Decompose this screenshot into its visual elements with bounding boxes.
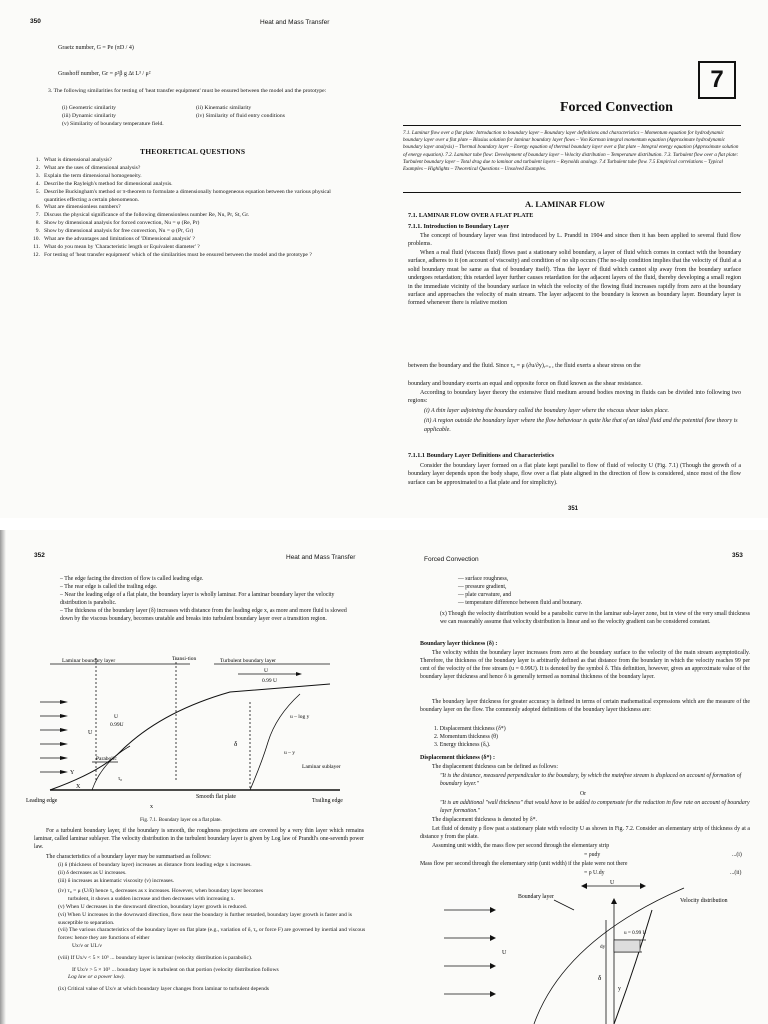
question-text: What are the uses of dimensional analysis? [44,164,141,171]
characteristic-item: (ix) Critical value of Ux/ν at which boundary layer changes from laminar to turbulent depends [58,986,269,993]
fig-label-turbulent: Turbulent boundary layer [220,658,277,664]
similarity-list-right [196,105,346,121]
regions-list [424,407,741,434]
factor-item: — pressure gradient, [458,584,507,590]
factor-item: — temperature difference between fluid and bounary. [458,600,583,606]
question-number: 8. [35,220,40,227]
fig2-label-dy: dy [600,944,606,950]
displacement-no-plate: Mass flow per second through the elementary strip (unit width) if the plate were not there [420,861,628,867]
region-item: (ii) A region outside the boundary layer where the flow behaviour is quite like that of an ideal fluid and the potential flow theory is applicable. [424,418,738,433]
section-a-heading: A. LAMINAR FLOW [525,199,606,209]
fig2-label-u099: u = 0.99 U [624,930,647,936]
fig-label-u099: 0.99 U [262,678,277,684]
similarity-item: (iv) Similarity of fluid entry conditions [196,112,285,119]
question-number: 4. [35,180,40,187]
chapter-number-box: 7 [698,61,736,99]
figure-caption: Fig. 7.1. Boundary layer on a flat plate. [140,817,222,823]
characteristic-item: (i) δ (thickness of boundary layer) increases as distance from leading edge x increases. [58,862,252,868]
chapter-title: Forced Convection [560,100,673,115]
fig2-label-u: U [610,880,615,886]
characteristics-list [58,862,368,994]
question-text: Explain the term dimensional homogeneity. [44,172,142,179]
question-text: What are dimensionless numbers? [44,204,121,211]
displacement-symbol: The displacement thickness is denoted by δ*. [432,817,537,823]
graetz-formula: Graetz number, G = Pe (πD / 4) [58,45,134,51]
fig2-label-delta: δ [598,974,602,982]
page-separator [0,518,768,530]
question-text: What do you mean by 'Characteristic length or Equivalent diameter' ? [44,243,200,250]
displacement-figure [384,880,768,1024]
boundary-layer-figure [0,652,384,814]
binding-shadow [0,530,6,1024]
fig-label-trailing-edge: Trailing edge [312,798,343,804]
question-text: What is dimensional analysis? [44,157,112,163]
factor-item: — plate curvature, and [458,592,512,598]
definition-item: 2. Momentum thickness (θ) [434,734,498,740]
characteristic-item: (v) When U decreases in the downward direction, boundary layer growth is reduced. [58,903,248,910]
equation-1: = ρudy [584,852,601,858]
characteristic-item: (viii) If Ux/ν < 5 × 10⁵ ... boundary layer is laminar (velocity distribution is parabolic). [58,954,253,961]
characteristic-item: (ii) δ decreases as U increases. [58,869,127,876]
bullet-item: – The rear edge is called the trailing edge. [60,584,158,590]
fig-label-x-small: x [150,804,153,810]
grashoff-formula: Grashoff number, Gr = ρ²β g Δt L³ / μ² [58,71,151,77]
displacement-quote-2: "It is an additional "wall thickness" that would have to be added to compensate for the reduction in flow rate on account of boundary layer formation." [440,800,750,814]
equation-2-number: ...(ii) [730,870,742,876]
characteristic-item: (iv) τ₀ = μ (U/δ) hence τ₀ decreases as x increases. However, when boundary layer becomes [58,888,264,895]
question-text: Discuss the physical significance of the following dimensionless number Re, Nu, Pr, St, Gr. [44,212,250,219]
characteristic-item: Log law or a power law). [68,974,125,981]
region-item: (i) A thin layer adjoining the boundary called the boundary layer where the viscous shear takes place. [424,408,670,414]
characteristic-item: (iii) δ increases as kinematic viscosity (ν) increases. [58,877,175,884]
fig-label-leading-edge: Leading edge [26,798,58,804]
bullet-item: – The edge facing the direction of flow is called leading edge. [60,576,204,582]
heading-7-1-1-1: 7.1.1.1 Boundary Layer Definitions and Characteristics [408,452,554,459]
fig-label-transition: Transi-tion [172,656,197,662]
chapter-contents: 7.1. Laminar flow over a flat plate: Introduction to boundary layer – Boundary layer definitions and characteristics – Momentum equation for hydrodynamic boundary layer over a flat plate – Blasius solution for laminar boundary layer flows – Von Karman integral momentum equation (Approximate hydrodynamic boundary layer analysis) – Thermal boundary layer – Energy equation of thermal boundary layer over a flat plate – Integral energy equation (Approximate solution of energy equation). 7.2. Laminar tube flow: Development of boundary layer – Velocity distribution – Temperature distribution. 7.3. Turbulent flow over a flat plate: Turbulent boundary layer – Total drag due to laminar and turbulent layers – Reynolds analogy. 7.4 Turbulent tube flow. 7.5 Empirical correlations – Typical Examples – Highlights – Theoretical Questions – Unsolved Examples. [403,125,741,193]
similarity-item: (i) Geometric similarity [62,105,117,111]
equation-1-number: ...(i) [732,852,742,858]
displacement-strip: Let fluid of density ρ flow past a stationary plate with velocity U as shown in Fig. 7.2. Consider an elementary strip of thickness dy at a distance y from the plate. [420,826,750,840]
characteristic-item: (vii) The various characteristics of the boundary layer on flat plate (e.g., variation of δ, τ₀ or force F) are governed by inertial and viscous forces: hence they are functions of either [58,927,366,942]
heading-7-1: 7.1. LAMINAR FLOW OVER A FLAT PLATE [408,212,534,219]
fig-label-parabolic: Parabolic [96,756,117,762]
theoretical-questions-title: THEORETICAL QUESTIONS [140,147,246,156]
shear-resistance-line: boundary and boundary exerts an equal and opposite force on fluid known as the shear resistance. [408,381,643,387]
page-number-352: 352 [34,552,45,559]
fig-label-tau: τ₀ [118,776,123,782]
theoretical-questions-list [28,157,348,260]
question-item [28,252,348,260]
heading-7-1-1: 7.1.1. Introduction to Boundary Layer [408,223,510,230]
displacement-assume: Assuming unit width, the mass flow per second through the elementary strip [432,843,610,849]
characteristics-intro: The characteristics of a boundary layer may be summarised as follows: [46,854,211,860]
displacement-intro: The displacement thickness can be defined as follows: [432,764,559,770]
question-number: 5. [35,188,40,195]
fig2-label-u-left: U [502,950,507,956]
question-number: 10. [33,236,40,243]
fig-label-u099-small: 0.99U [110,722,124,728]
fig2-label-velocity: Velocity distribution [680,898,728,904]
real-fluid-paragraph: When a real fluid (viscous fluid) flows past a stationary solid boundary, a layer of fluid which comes in contact with the boundary surface, adheres to it (on account of viscosity) and condition of no slip occurs (The no-slip condition implies that the velocity of fluid at a solid boundary must be same as that of boundary itself). Thus the layer of fluid which cannot slip away from the boundary surface undergoes retardation; this retarded layer further causes retardation for the adjacent layers of the fluid, thereby developing a small region in the immediate vicinity of the boundary surface in which the velocity of the flowing fluid increases rapidly from zero at the boundary surface and approaches the velocity of main stream. The layer adjacent to the boundary is known as boundary layer. Boundary layer is formed whenever there is relative motion [408,250,741,307]
question-number: 11. [33,243,40,250]
similarity-item: (ii) Kinematic similarity [196,105,252,111]
fig-label-laminar-sublayer: Laminar sublayer [302,764,341,770]
shear-stress-line: between the boundary and the fluid. Since τ₀ = μ (∂u/∂y)ᵧ₌₀ , the fluid exerts a shear stress on the [408,363,641,369]
question-text: Describe the Rayleigh's method for dimensional analysis. [44,180,173,187]
blt-heading: Boundary layer thickness (δ) : [420,641,498,647]
equation-2: = ρ U.dy [584,870,605,876]
question-number: 12. [33,251,40,258]
or-label: Or [580,791,587,797]
displacement-quote-1: "It is the distance, measured perpendicular to the boundary, by which the mainfree stream is displaced on account of formation of boundary layer." [440,773,742,787]
question-number: 2. [35,164,40,171]
edge-bullets [60,575,360,623]
turbulent-paragraph: For a turbulent boundary layer, if the boundary is smooth, the roughness projections are covered by a very thin layer which remains laminar, called laminar sublayer. The velocity distribution in the turbulent boundary layer is given by Log law of Prandtl's one-seventh power law. [34,828,364,850]
flat-plate-paragraph: Consider the boundary layer formed on a flat plate kept parallel to flow of fluid of velocity U (Fig. 7.1) (Though the growth of a boundary layer depends upon the body shape, flow over a flat plate aligned in the direction of flow is considered, since most of the flow surface can be approximated to a flat plate and for simplicity). [408,463,741,486]
bullet-item: – The thickness of the boundary layer (δ) increases with distance from the leading edge x, as more and more fluid is slowed down by the viscous boundary, becomes unstable and breaks into turbulent boundary layer over a transition region. [60,608,347,622]
question-text: Show by dimensional analysis for forced convection, Nu = φ (Re, Pr) [44,220,200,227]
similarity-list-left [62,105,192,128]
fig-label-x: X [76,784,81,790]
page-number-350: 350 [30,18,41,25]
question-text: What are the advantages and limitations of 'Dimensional analysis' ? [44,236,195,243]
question-item [28,165,348,173]
fig-label-u: U [264,668,268,674]
question-text: Show by dimensional analysis for free convection, Nu = φ (Pr, Gr) [44,228,194,235]
fig-label-y: Y [70,770,75,776]
right-page-353 [384,530,768,1024]
question-item [28,189,348,205]
fig2-label-y: y [618,986,621,992]
fig-label-delta: δ [234,740,238,748]
question-text: Describe Buckingham's method or π-theorem to formulate a dimensionally homogeneous equation between the various physical quantities effecting a certain phenomenon. [44,188,331,203]
blt-paragraph-2: The boundary layer thickness for greater accuracy is defined in terms of certain mathematical expressions which are the measure of the boundary layer on the flow. The commonly adopted definitions of the boundary layer thickness are: [420,699,750,713]
blt-paragraph: The velocity within the boundary layer increases from zero at the boundary surface to the velocity of the main stream asymptotically. Therefore, the thickness of the boundary layer is arbitrarily defined as that distance from the boundary in which the velocity reaches 99 per cent of the velocity of the free stream (u = 0.99U). It is denoted by the symbol δ. This definition, however, gives an approximate value of the boundary layer thickness and hence δ is generally termed as nominal thickness of the boundary layer. [420,650,750,680]
question-number: 6. [35,204,40,211]
question-item [28,181,348,189]
fig-label-uy: u – y [284,750,295,756]
question-text: For testing of 'heat transfer equipment' which of the similarities must be ensured between the model and the prototype ? [44,251,312,258]
similarity-item: (v) Similarity of boundary temperature field. [62,120,164,127]
question-item [28,220,348,228]
bullet-item: – Near the leading edge of a flat plate, the boundary layer is wholly laminar. For a laminar boundary layer the velocity distribution is parabolic. [60,592,335,606]
question-item [28,236,348,244]
question-item [28,157,348,165]
left-page-352 [0,530,384,1024]
displacement-heading: Displacement thickness (δ*) : [420,755,495,761]
definition-item: 3. Energy thickness (δₑ). [434,742,491,748]
item-x-paragraph: (x) Though the velocity distribution would be a parabolic curve in the laminar sub-layer zone, but in view of the very small thickness we can reasonably assume that velocity distribution is linear and so the velocity gradient can be considered constant. [440,611,750,625]
page-number-351: 351 [568,506,579,512]
similarity-item: (iii) Dynamic similarity [62,112,117,119]
characteristic-item: If Ux/ν > 5 × 10⁵ ... boundary layer is turbulent on that portion (velocity distribution follows [72,966,279,973]
definition-item: 1. Displacement thickness (δ*) [434,726,506,732]
similarities-intro: 3. The following similarities for testing of 'heat transfer equipment' must be ensured between the model and the prototype: [48,88,327,94]
fig2-label-boundary-layer: Boundary layer [518,894,554,900]
question-number: 9. [35,228,40,235]
question-number: 1. [35,157,40,163]
fig-label-u-left: U [88,730,93,736]
characteristic-item: Ux/ν or UL/ν [72,942,102,949]
question-item [28,228,348,236]
intro-paragraph: The concept of boundary layer was first introduced by L. Prandtl in 1904 and since then it has been applied to several fluid flow problems. [408,233,741,248]
running-title: Heat and Mass Transfer [286,554,356,561]
fig-label-u-small: U [114,714,118,720]
regions-intro: According to boundary layer theory the extensive fluid medium around bodies moving in fluids can be divided into following two regions: [408,390,741,405]
running-title: Heat and Mass Transfer [260,19,330,26]
question-item [28,244,348,252]
question-number: 7. [35,212,40,219]
question-item [28,173,348,181]
question-number: 3. [35,172,40,179]
fig-label-ulog: u – log y [290,714,310,720]
page-number-353: 353 [732,552,743,559]
characteristic-item: turbulent, it shows a sudden increase and then decreases with increasing x. [68,896,235,903]
running-title: Forced Convection [424,556,479,563]
definition-list [434,725,734,749]
factor-item: — surface roughness, [458,576,509,582]
factor-list [458,575,748,607]
characteristic-item: (vi) When U increases in the downward direction, flow near the boundary is further retarded, boundary layer growth is faster and is susceptible to separation. [58,911,352,926]
fig-label-laminar: Laminar boundary layer [62,658,116,664]
fig-label-smooth-plate: Smooth flat plate [196,794,236,800]
